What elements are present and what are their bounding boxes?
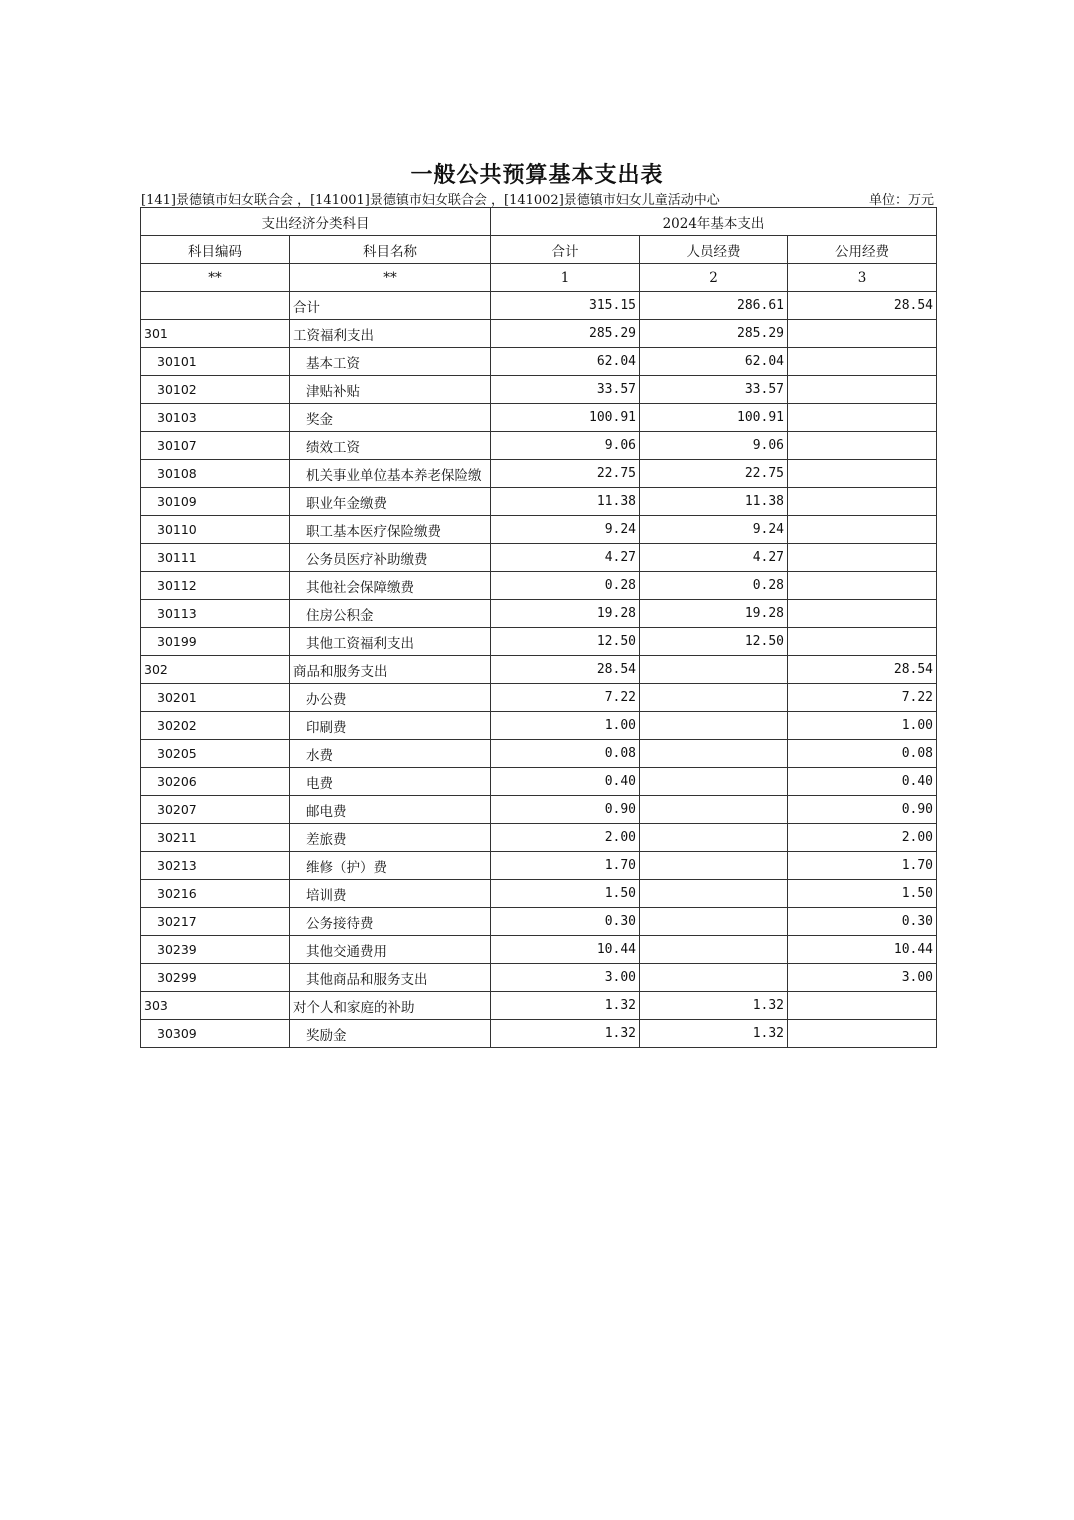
cell-name: 工资福利支出 [290, 320, 491, 348]
cell-total: 19.28 [491, 600, 640, 628]
cell-personnel: 62.04 [640, 348, 788, 376]
budget-table [140, 207, 937, 1048]
header-group-row [141, 208, 937, 236]
table-row [141, 348, 937, 376]
cell-public [788, 460, 937, 488]
cell-personnel: 4.27 [640, 544, 788, 572]
table-row [141, 320, 937, 348]
cell-personnel: 12.50 [640, 628, 788, 656]
cell-public: 0.08 [788, 740, 937, 768]
cell-personnel [640, 880, 788, 908]
table-row [141, 600, 937, 628]
index-public: 3 [788, 264, 937, 292]
cell-public [788, 992, 937, 1020]
cell-name: 差旅费 [290, 824, 491, 852]
cell-name: 基本工资 [290, 348, 491, 376]
cell-code: 30103 [141, 404, 290, 432]
cell-public: 28.54 [788, 656, 937, 684]
cell-total: 28.54 [491, 656, 640, 684]
cell-code: 30239 [141, 936, 290, 964]
cell-name: 津贴补贴 [290, 376, 491, 404]
cell-personnel [640, 656, 788, 684]
subheader [141, 189, 936, 207]
cell-public: 28.54 [788, 292, 937, 320]
cell-total: 12.50 [491, 628, 640, 656]
table-row [141, 768, 937, 796]
page-title: 一般公共预算基本支出表 [410, 162, 664, 188]
cell-public [788, 516, 937, 544]
table-row [141, 488, 937, 516]
table-row [141, 796, 937, 824]
cell-code: 30201 [141, 684, 290, 712]
cell-personnel [640, 740, 788, 768]
cell-name: 职业年金缴费 [290, 488, 491, 516]
cell-name: 奖金 [290, 404, 491, 432]
cell-name: 奖励金 [290, 1020, 491, 1048]
table-row [141, 936, 937, 964]
cell-personnel [640, 824, 788, 852]
table-row [141, 852, 937, 880]
cell-public [788, 404, 937, 432]
col-header-total: 合计 [491, 236, 640, 264]
cell-code: 30112 [141, 572, 290, 600]
cell-public: 1.50 [788, 880, 937, 908]
cell-code: 30202 [141, 712, 290, 740]
cell-personnel [640, 684, 788, 712]
cell-total: 1.32 [491, 992, 640, 1020]
cell-public [788, 1020, 937, 1048]
cell-total: 3.00 [491, 964, 640, 992]
col-header-code: 科目编码 [141, 236, 290, 264]
cell-code: 30110 [141, 516, 290, 544]
cell-personnel: 9.24 [640, 516, 788, 544]
cell-personnel [640, 768, 788, 796]
table-row [141, 712, 937, 740]
cell-public: 0.30 [788, 908, 937, 936]
cell-total: 285.29 [491, 320, 640, 348]
table-row [141, 404, 937, 432]
cell-name: 住房公积金 [290, 600, 491, 628]
cell-code: 30109 [141, 488, 290, 516]
cell-public: 3.00 [788, 964, 937, 992]
table-row [141, 992, 937, 1020]
cell-personnel: 0.28 [640, 572, 788, 600]
col-header-public: 公用经费 [788, 236, 937, 264]
cell-name: 其他交通费用 [290, 936, 491, 964]
cell-name: 公务接待费 [290, 908, 491, 936]
cell-name: 对个人和家庭的补助 [290, 992, 491, 1020]
cell-total: 1.00 [491, 712, 640, 740]
table-row [141, 684, 937, 712]
cell-code: 30213 [141, 852, 290, 880]
cell-total: 0.90 [491, 796, 640, 824]
cell-code: 30113 [141, 600, 290, 628]
cell-total: 1.70 [491, 852, 640, 880]
cell-name: 维修（护）费 [290, 852, 491, 880]
cell-name: 水费 [290, 740, 491, 768]
cell-total: 1.32 [491, 1020, 640, 1048]
cell-public: 2.00 [788, 824, 937, 852]
header-column-row [141, 236, 937, 264]
cell-total: 100.91 [491, 404, 640, 432]
table-row [141, 908, 937, 936]
cell-public [788, 600, 937, 628]
cell-total: 1.50 [491, 880, 640, 908]
cell-public: 0.90 [788, 796, 937, 824]
cell-code: 30216 [141, 880, 290, 908]
cell-public [788, 376, 937, 404]
table-row [141, 740, 937, 768]
cell-total: 11.38 [491, 488, 640, 516]
cell-personnel [640, 712, 788, 740]
cell-code: 30199 [141, 628, 290, 656]
table-row [141, 824, 937, 852]
cell-public [788, 348, 937, 376]
table-row [141, 964, 937, 992]
cell-code: 30205 [141, 740, 290, 768]
cell-name: 印刷费 [290, 712, 491, 740]
cell-personnel: 1.32 [640, 1020, 788, 1048]
cell-code: 302 [141, 656, 290, 684]
cell-total: 9.06 [491, 432, 640, 460]
cell-code: 30101 [141, 348, 290, 376]
cell-personnel [640, 796, 788, 824]
cell-name: 公务员医疗补助缴费 [290, 544, 491, 572]
cell-code: 30207 [141, 796, 290, 824]
cell-code: 301 [141, 320, 290, 348]
cell-personnel: 1.32 [640, 992, 788, 1020]
cell-name: 合计 [290, 292, 491, 320]
col-header-personnel: 人员经费 [640, 236, 788, 264]
cell-code: 30111 [141, 544, 290, 572]
cell-public [788, 320, 937, 348]
cell-personnel: 11.38 [640, 488, 788, 516]
cell-total: 62.04 [491, 348, 640, 376]
unit-label: 单位：万元 [868, 193, 934, 208]
cell-total: 10.44 [491, 936, 640, 964]
index-code: ** [141, 264, 290, 292]
cell-total: 315.15 [491, 292, 640, 320]
header-index-row [141, 264, 937, 292]
col-header-name: 科目名称 [290, 236, 491, 264]
cell-total: 9.24 [491, 516, 640, 544]
cell-name: 职工基本医疗保险缴费 [290, 516, 491, 544]
header-group-left: 支出经济分类科目 [141, 208, 491, 236]
cell-name: 其他商品和服务支出 [290, 964, 491, 992]
cell-code: 303 [141, 992, 290, 1020]
cell-name: 绩效工资 [290, 432, 491, 460]
cell-public: 0.40 [788, 768, 937, 796]
cell-code: 30102 [141, 376, 290, 404]
table-row [141, 572, 937, 600]
cell-public: 1.00 [788, 712, 937, 740]
table-row [141, 544, 937, 572]
cell-name: 办公费 [290, 684, 491, 712]
cell-code: 30309 [141, 1020, 290, 1048]
table-row [141, 880, 937, 908]
table-row [141, 628, 937, 656]
cell-personnel: 33.57 [640, 376, 788, 404]
cell-total: 2.00 [491, 824, 640, 852]
cell-personnel: 19.28 [640, 600, 788, 628]
cell-name: 机关事业单位基本养老保险缴 [290, 460, 491, 488]
cell-public [788, 572, 937, 600]
cell-total: 7.22 [491, 684, 640, 712]
cell-total: 0.30 [491, 908, 640, 936]
cell-total: 0.08 [491, 740, 640, 768]
cell-personnel [640, 964, 788, 992]
cell-code: 30108 [141, 460, 290, 488]
cell-name: 邮电费 [290, 796, 491, 824]
cell-personnel: 286.61 [640, 292, 788, 320]
organization-line: [141]景德镇市妇女联合会 ，[141001]景德镇市妇女联合会 ，[141002]景德镇市妇女儿童活动中心 [141, 193, 720, 208]
cell-total: 22.75 [491, 460, 640, 488]
cell-personnel [640, 936, 788, 964]
cell-personnel: 285.29 [640, 320, 788, 348]
cell-name: 其他工资福利支出 [290, 628, 491, 656]
cell-code: 30211 [141, 824, 290, 852]
cell-personnel: 100.91 [640, 404, 788, 432]
cell-total: 33.57 [491, 376, 640, 404]
cell-personnel: 22.75 [640, 460, 788, 488]
index-name: ** [290, 264, 491, 292]
index-personnel: 2 [640, 264, 788, 292]
table-row [141, 460, 937, 488]
cell-public: 1.70 [788, 852, 937, 880]
cell-total: 0.28 [491, 572, 640, 600]
cell-public [788, 432, 937, 460]
cell-public [788, 544, 937, 572]
cell-name: 培训费 [290, 880, 491, 908]
table-row [141, 656, 937, 684]
cell-name: 其他社会保障缴费 [290, 572, 491, 600]
cell-public: 10.44 [788, 936, 937, 964]
cell-code [141, 292, 290, 320]
cell-personnel [640, 852, 788, 880]
cell-personnel [640, 908, 788, 936]
index-total: 1 [491, 264, 640, 292]
table-row [141, 292, 937, 320]
cell-code: 30299 [141, 964, 290, 992]
table-row [141, 432, 937, 460]
header-group-right: 2024年基本支出 [491, 208, 937, 236]
cell-code: 30217 [141, 908, 290, 936]
table-row [141, 376, 937, 404]
cell-personnel: 9.06 [640, 432, 788, 460]
cell-total: 0.40 [491, 768, 640, 796]
cell-public: 7.22 [788, 684, 937, 712]
cell-code: 30206 [141, 768, 290, 796]
cell-name: 电费 [290, 768, 491, 796]
table-row [141, 516, 937, 544]
table-row [141, 1020, 937, 1048]
cell-total: 4.27 [491, 544, 640, 572]
cell-public [788, 628, 937, 656]
cell-public [788, 488, 937, 516]
cell-code: 30107 [141, 432, 290, 460]
cell-name: 商品和服务支出 [290, 656, 491, 684]
